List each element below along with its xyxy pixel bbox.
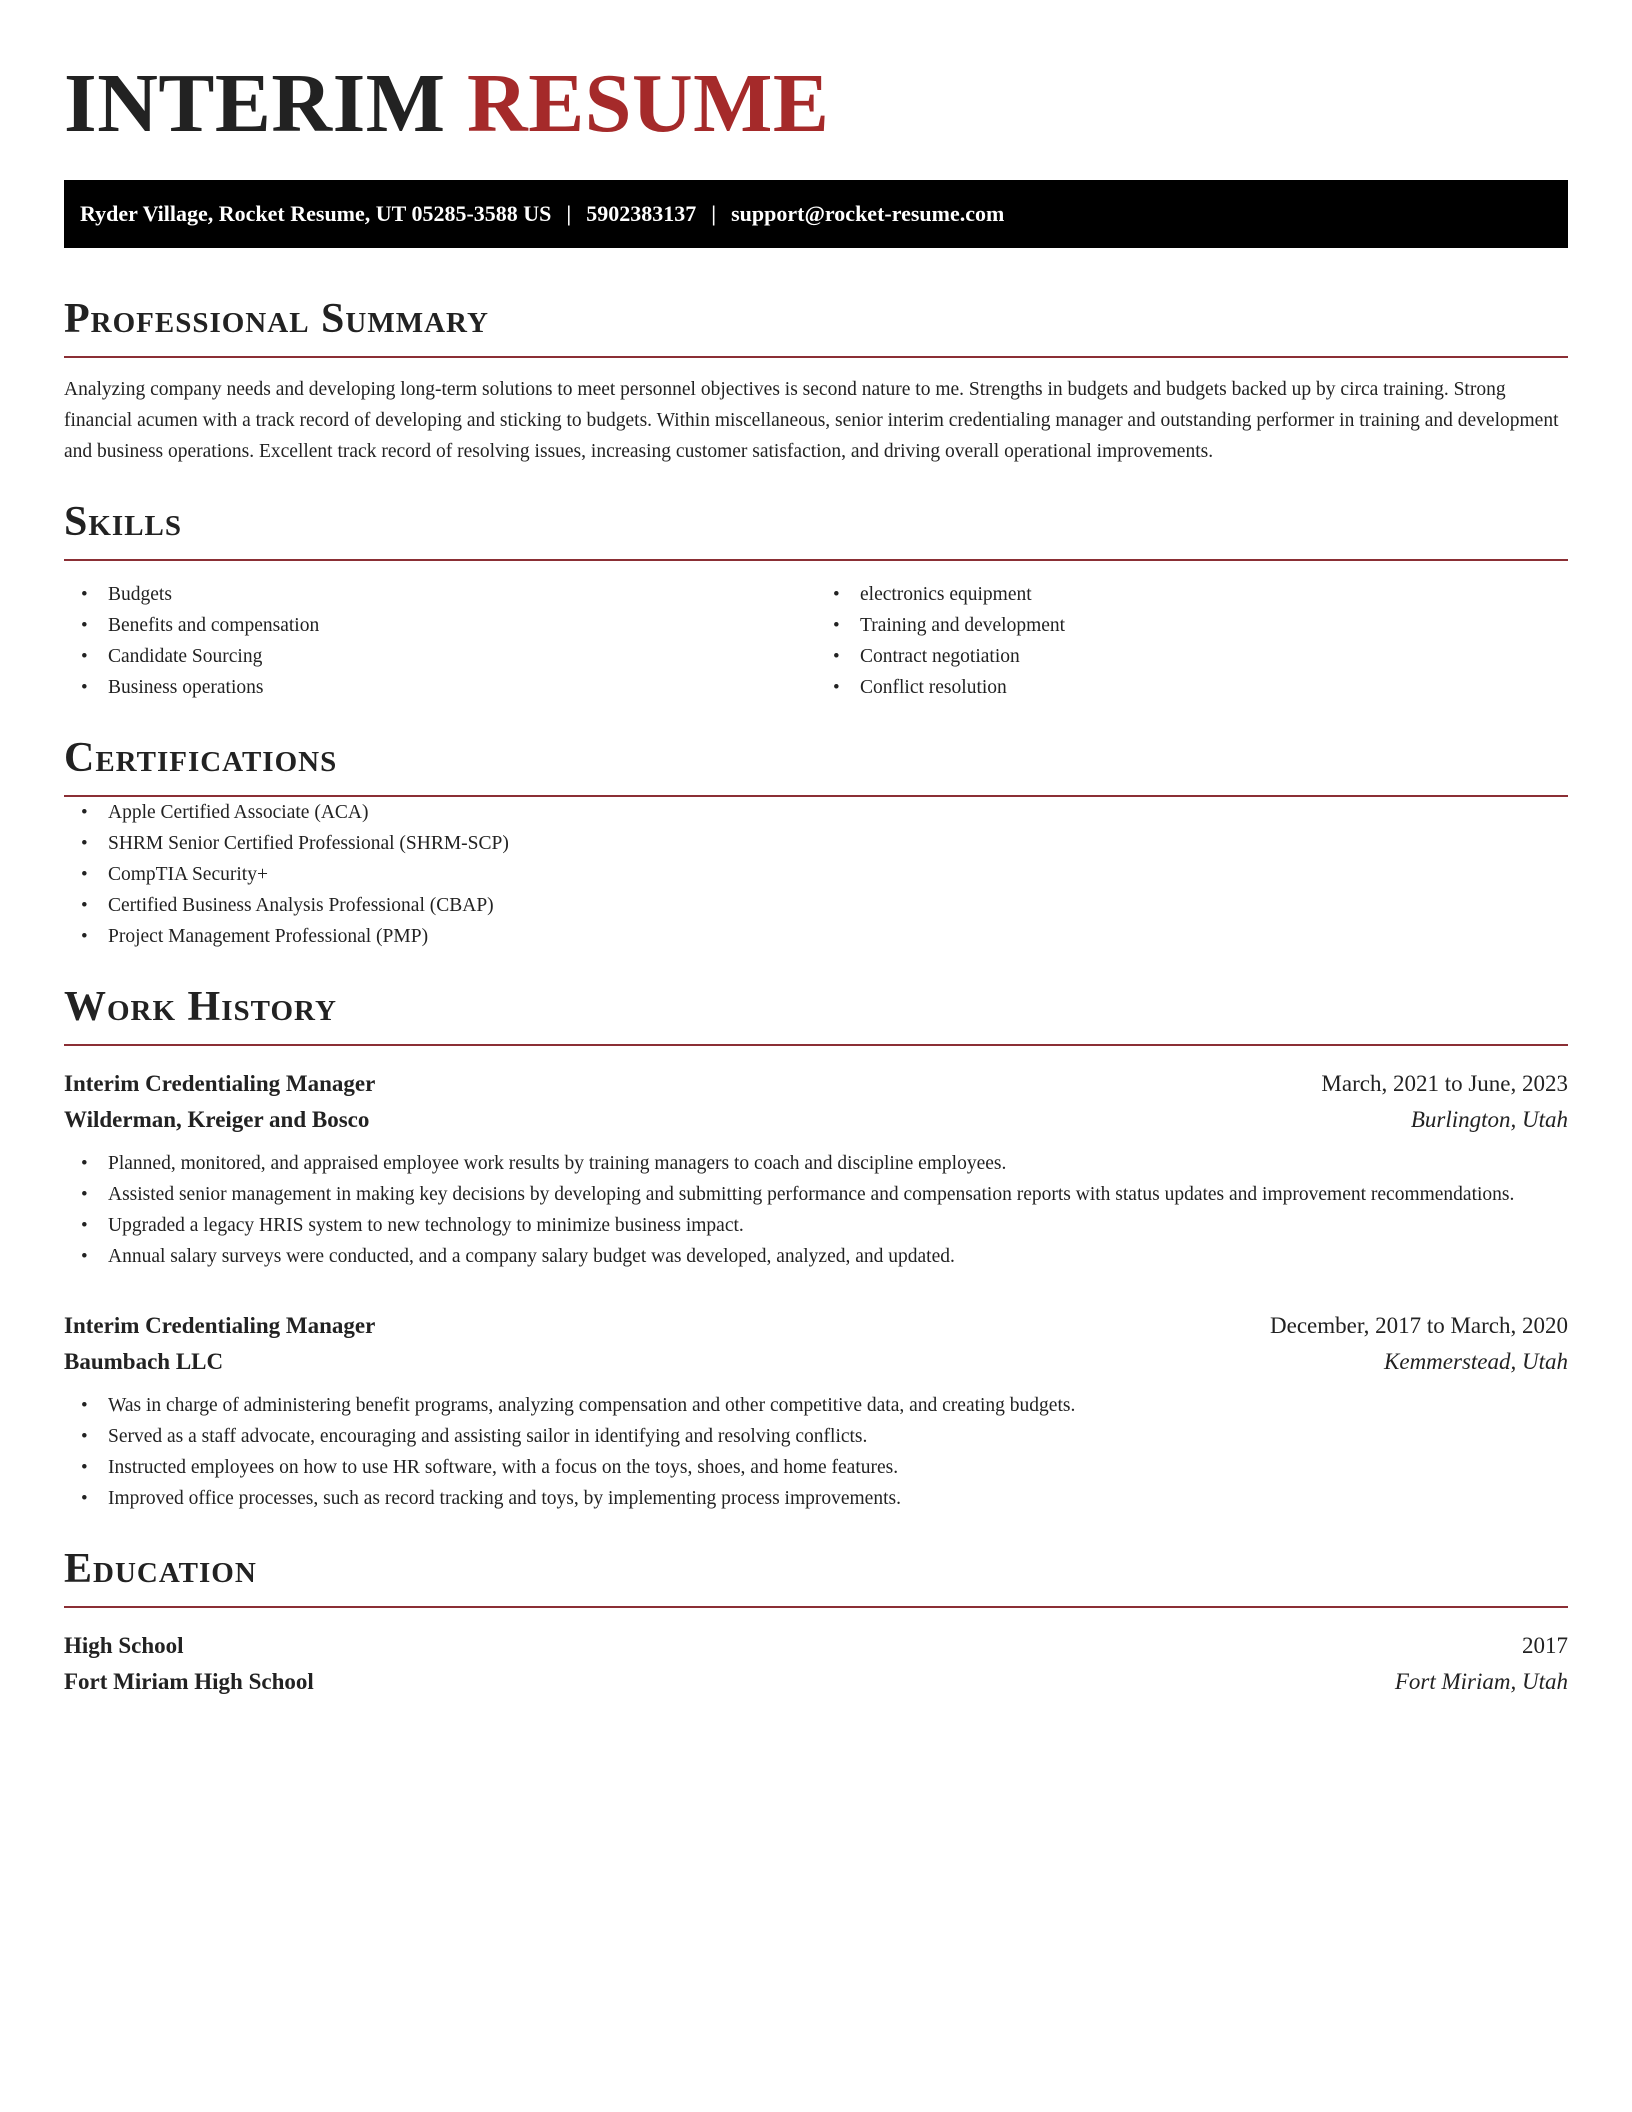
job-location: Kemmerstead, Utah — [1384, 1349, 1568, 1374]
education-location: Fort Miriam, Utah — [1394, 1669, 1568, 1694]
certification-item: • SHRM Senior Certified Professional (SHRM-SCP) — [108, 828, 1568, 859]
skills-heading: Skills — [64, 499, 183, 545]
job-position: Interim Credentialing Manager — [64, 1071, 376, 1096]
certification-item: • Project Management Professional (PMP) — [108, 921, 1568, 952]
skills-list-left — [64, 579, 816, 703]
job-header-row — [64, 1308, 1568, 1344]
certifications-list — [64, 797, 1568, 952]
section-divider — [64, 1606, 1568, 1608]
skill-item: • Candidate Sourcing — [108, 641, 816, 672]
work-history-heading: Work History — [64, 984, 337, 1030]
job-duty-item: • Annual salary surveys were conducted, and a company salary budget was developed, analyzed, and updated. — [108, 1241, 1568, 1272]
job-location: Burlington, Utah — [1410, 1107, 1568, 1132]
resume-name — [64, 57, 1568, 150]
job-dates: March, 2021 to June, 2023 — [1321, 1071, 1568, 1096]
skills-column-left — [64, 579, 816, 703]
job-duty-item: • Was in charge of administering benefit programs, analyzing compensation and other competitive data, and creating budgets. — [108, 1390, 1568, 1421]
summary-text: Analyzing company needs and developing long-term solutions to meet personnel objectives is second nature to me. Strengths in budgets and budgets backed up by circa training. Strong financial acumen with a track record of developing and sticking to budgets. Within miscellaneous, senior interim credentialing manager and outstanding performer in training and development and business operations. Excellent track record of resolving issues, increasing customer satisfaction, and driving overall operational improvements. — [64, 379, 1559, 462]
first-name: INTERIM — [64, 57, 446, 150]
education-degree: High School — [64, 1633, 184, 1658]
job-dates: December, 2017 to March, 2020 — [1270, 1313, 1568, 1338]
section-divider — [64, 559, 1568, 561]
skill-item: • Contract negotiation — [860, 641, 1568, 672]
contact-email: support@rocket-resume.com — [731, 201, 1005, 226]
job-position: Interim Credentialing Manager — [64, 1313, 376, 1338]
contact-separator: | — [566, 201, 572, 226]
job-duty-item: • Assisted senior management in making key decisions by developing and submitting performance and compensation reports with status updates and improvement recommendations. — [108, 1179, 1568, 1210]
education-heading: Education — [64, 1546, 257, 1592]
skills-grid — [64, 579, 1568, 703]
certification-item: • CompTIA Security+ — [108, 859, 1568, 890]
job-company-row — [64, 1102, 1568, 1138]
job-duty-item: • Upgraded a legacy HRIS system to new technology to minimize business impact. — [108, 1210, 1568, 1241]
summary-heading: Professional Summary — [64, 296, 489, 342]
section-divider — [64, 356, 1568, 358]
skill-item: • electronics equipment — [860, 579, 1568, 610]
job-duty-item: • Served as a staff advocate, encouraging and assisting sailor in identifying and resolving conflicts. — [108, 1421, 1568, 1452]
contact-address: Ryder Village, Rocket Resume, UT 05285-3588 US — [80, 201, 552, 226]
contact-phone: 5902383137 — [586, 201, 697, 226]
job-duties-list — [64, 1390, 1568, 1514]
skill-item: • Training and development — [860, 610, 1568, 641]
certifications-heading: Certifications — [64, 735, 338, 781]
skill-item: • Conflict resolution — [860, 672, 1568, 703]
education-school-row — [64, 1664, 1568, 1700]
contact-separator: | — [711, 201, 717, 226]
skill-item: • Benefits and compensation — [108, 610, 816, 641]
job-company: Wilderman, Kreiger and Bosco — [64, 1107, 370, 1132]
certification-item: • Certified Business Analysis Professional (CBAP) — [108, 890, 1568, 921]
education-year: 2017 — [1522, 1633, 1568, 1658]
contact-bar — [64, 180, 1568, 248]
last-name: RESUME — [467, 57, 830, 150]
skill-item: • Business operations — [108, 672, 816, 703]
job-duty-item: • Improved office processes, such as record tracking and toys, by implementing process improvements. — [108, 1483, 1568, 1514]
job-company-row — [64, 1344, 1568, 1380]
job-header-row — [64, 1066, 1568, 1102]
job-duty-item: • Instructed employees on how to use HR software, with a focus on the toys, shoes, and home features. — [108, 1452, 1568, 1483]
education-school: Fort Miriam High School — [64, 1669, 314, 1694]
section-divider — [64, 1044, 1568, 1046]
education-entry — [64, 1628, 1568, 1700]
skills-list-right — [816, 579, 1568, 703]
job-entry — [64, 1308, 1568, 1514]
certification-item: • Apple Certified Associate (ACA) — [108, 797, 1568, 828]
job-entry — [64, 1066, 1568, 1272]
job-duty-item: • Planned, monitored, and appraised employee work results by training managers to coach and discipline employees. — [108, 1148, 1568, 1179]
job-duties-list — [64, 1148, 1568, 1272]
skill-item: • Budgets — [108, 579, 816, 610]
skills-column-right — [816, 579, 1568, 703]
education-degree-row — [64, 1628, 1568, 1664]
job-company: Baumbach LLC — [64, 1349, 224, 1374]
